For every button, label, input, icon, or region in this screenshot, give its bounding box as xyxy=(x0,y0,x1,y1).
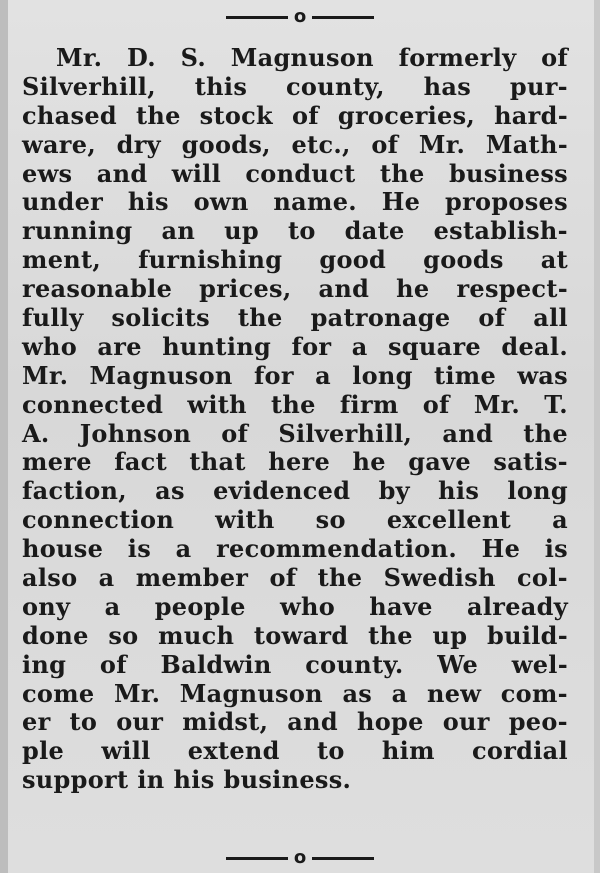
article-line xyxy=(22,622,568,651)
article-word: Magnuson xyxy=(230,43,374,72)
article-word: dry xyxy=(116,129,161,159)
article-word: also xyxy=(22,563,78,593)
article-word: business xyxy=(448,158,568,188)
article-word: wel- xyxy=(511,649,568,679)
article-word: excellent xyxy=(386,505,512,535)
article-word: of xyxy=(541,43,568,72)
article-word: the xyxy=(271,389,316,419)
article-word: He xyxy=(481,534,521,564)
article-line xyxy=(22,420,568,449)
divider-rule-right xyxy=(312,16,374,19)
article-word: A. xyxy=(22,418,50,448)
article-word: a xyxy=(552,505,568,535)
article-word: the xyxy=(237,303,283,333)
article-word: this xyxy=(194,71,248,101)
article-word: county. xyxy=(305,649,404,679)
article-word: was xyxy=(517,360,568,390)
article-word: who xyxy=(280,591,336,621)
article-word: Magnuson xyxy=(89,360,233,390)
article-word: Mr. xyxy=(114,678,161,708)
article-word: with xyxy=(187,389,247,419)
article-line xyxy=(22,362,568,391)
article-word: date xyxy=(344,216,405,246)
article-word: people xyxy=(154,591,246,621)
article-word: for xyxy=(253,360,294,390)
article-word: connected xyxy=(22,389,164,419)
article-word: He xyxy=(381,187,421,217)
article-line xyxy=(22,131,568,160)
article-word: at xyxy=(540,245,568,275)
article-word: solicits xyxy=(111,303,210,333)
article-word: recommendation. xyxy=(216,534,457,564)
article-word: prices, xyxy=(199,274,292,304)
article-word: has xyxy=(423,71,472,101)
article-line xyxy=(22,564,568,593)
article-word: a xyxy=(175,534,192,564)
article-word: of xyxy=(422,389,450,419)
article-word: and xyxy=(318,274,370,304)
article-word: of xyxy=(269,563,297,593)
article-word: new xyxy=(426,678,482,708)
article-word: midst, xyxy=(182,707,269,737)
article-word: etc., xyxy=(291,129,351,159)
article-word: Math- xyxy=(485,129,568,159)
article-word: name. xyxy=(273,187,357,217)
article-word: satis- xyxy=(493,447,568,477)
article-word: cordial xyxy=(472,736,568,766)
divider-rule-right xyxy=(312,857,374,860)
article-word: peo- xyxy=(508,707,568,737)
article-word: so xyxy=(108,620,139,650)
clipping-left-edge xyxy=(0,0,8,873)
divider-ornament: o xyxy=(293,847,307,868)
article-line xyxy=(22,680,568,709)
article-word: our xyxy=(116,707,164,737)
article-line xyxy=(22,44,568,73)
article-word: faction, xyxy=(22,476,127,506)
article-word: of xyxy=(99,649,127,679)
article-word: reasonable xyxy=(22,274,173,304)
article-word: running xyxy=(22,216,133,246)
article-word: for xyxy=(291,331,332,361)
article-line xyxy=(22,535,568,564)
article-line xyxy=(22,73,568,102)
article-word: the xyxy=(135,100,181,130)
article-line xyxy=(22,102,568,131)
article-word: an xyxy=(161,216,196,246)
article-word: his xyxy=(438,476,480,506)
article-word: a xyxy=(315,360,331,390)
article-word: establish- xyxy=(433,216,568,246)
article-line xyxy=(22,160,568,189)
article-word: Silverhill, xyxy=(278,418,413,448)
article-word: Mr. xyxy=(473,389,521,419)
article-word: of xyxy=(371,129,399,159)
article-word: him xyxy=(381,736,435,766)
article-word: with xyxy=(215,505,275,535)
article-line xyxy=(22,333,568,362)
article-line xyxy=(22,217,568,246)
article-word: here xyxy=(268,447,331,477)
article-line xyxy=(22,477,568,506)
article-word: the xyxy=(379,158,425,188)
article-line xyxy=(22,651,568,680)
article-word: much xyxy=(158,620,235,650)
article-word: support xyxy=(22,765,129,795)
article-line xyxy=(22,766,568,795)
article-word: D. xyxy=(126,43,156,72)
article-word: the xyxy=(317,563,363,593)
article-word: come xyxy=(22,678,95,708)
article-word: stock xyxy=(199,100,273,130)
article-word: groceries, xyxy=(337,100,476,130)
article-word: extend xyxy=(187,736,280,766)
article-word: a xyxy=(351,331,368,361)
article-word: hunting xyxy=(162,331,272,361)
article-line xyxy=(22,391,568,420)
divider-ornament: o xyxy=(293,6,307,27)
article-word: in xyxy=(137,765,165,795)
article-word: build- xyxy=(486,620,568,650)
article-word: and xyxy=(442,418,494,448)
article-word: all xyxy=(533,303,568,333)
article-word: furnishing xyxy=(138,245,283,275)
article-word: Mr. xyxy=(56,43,103,72)
article-word: our xyxy=(442,707,490,737)
article-word: his xyxy=(127,187,169,217)
divider-rule-left xyxy=(226,857,288,860)
article-word: Silverhill, xyxy=(22,71,156,101)
article-word: patronage xyxy=(310,303,451,333)
article-word: under xyxy=(22,187,104,217)
article-line xyxy=(22,737,568,766)
article-word: to xyxy=(316,736,345,766)
article-word: a xyxy=(98,563,115,593)
article-word: mere xyxy=(22,447,92,477)
article-word: the xyxy=(368,620,413,650)
article-word: done xyxy=(22,620,89,650)
article-word: col- xyxy=(517,563,568,593)
article-word: by xyxy=(378,476,410,506)
bottom-divider xyxy=(0,843,600,873)
article-word: ware, xyxy=(22,129,96,159)
article-word: formerly xyxy=(398,43,517,72)
article-word: own xyxy=(193,187,249,217)
article-word: is xyxy=(127,534,152,564)
article-word: and xyxy=(96,158,148,188)
article-word: of xyxy=(478,303,506,333)
article-word: a xyxy=(391,678,408,708)
article-line xyxy=(22,246,568,275)
article-word: ment, xyxy=(22,245,102,275)
article-word: gave xyxy=(408,447,471,477)
article-word: Baldwin xyxy=(160,649,272,679)
article-word: are xyxy=(97,331,142,361)
article-line xyxy=(22,275,568,304)
article-word: member xyxy=(135,563,249,593)
article-word: goods xyxy=(423,245,504,275)
article-line xyxy=(22,188,568,217)
article-word: chased xyxy=(22,100,117,130)
article-word: have xyxy=(369,591,433,621)
article-word: good xyxy=(319,245,387,275)
article-word: pur- xyxy=(509,71,568,101)
article-word: long xyxy=(507,476,568,506)
article-word: ing xyxy=(22,649,67,679)
article-word: Swedish xyxy=(383,563,496,593)
article-word: proposes xyxy=(445,187,568,217)
article-word: square xyxy=(388,331,482,361)
article-word: com- xyxy=(500,678,568,708)
article-word: toward xyxy=(253,620,349,650)
article-word: fully xyxy=(22,303,84,333)
article-word: and xyxy=(287,707,338,737)
article-word: fact xyxy=(114,447,167,477)
article-word: the xyxy=(523,418,568,448)
article-word: long xyxy=(352,360,413,390)
article-word: connection xyxy=(22,505,175,535)
clipping-right-edge xyxy=(594,0,600,873)
article-word: firm xyxy=(339,389,399,419)
article-body xyxy=(22,44,568,795)
article-line xyxy=(22,304,568,333)
article-word: time xyxy=(434,360,497,390)
article-word: ple xyxy=(22,736,65,766)
article-word: who xyxy=(22,331,78,361)
article-word: is xyxy=(544,534,568,564)
article-word: We xyxy=(437,649,479,679)
article-word: will xyxy=(101,736,151,766)
article-word: Mr. xyxy=(418,129,466,159)
article-word: conduct xyxy=(245,158,356,188)
divider-rule-left xyxy=(226,16,288,19)
article-word: so xyxy=(315,505,346,535)
article-word: Johnson xyxy=(79,418,192,448)
article-word: of xyxy=(291,100,319,130)
article-line xyxy=(22,506,568,535)
article-word: up xyxy=(224,216,259,246)
article-word: county, xyxy=(286,71,385,101)
article-word: of xyxy=(221,418,249,448)
article-word: he xyxy=(396,274,430,304)
article-word: Mr. xyxy=(22,360,69,390)
article-word: as xyxy=(155,476,185,506)
article-line xyxy=(22,708,568,737)
article-line xyxy=(22,593,568,622)
article-word: hard- xyxy=(494,100,568,130)
article-word: T. xyxy=(544,389,568,419)
article-word: he xyxy=(352,447,386,477)
article-word: will xyxy=(171,158,221,188)
article-word: deal. xyxy=(501,331,568,361)
article-word: that xyxy=(189,447,246,477)
article-line xyxy=(22,448,568,477)
article-word: his xyxy=(173,765,215,795)
article-word: hope xyxy=(356,707,424,737)
article-word: business. xyxy=(223,765,352,795)
article-word: Magnuson xyxy=(179,678,323,708)
article-word: S. xyxy=(180,43,207,72)
article-word: up xyxy=(432,620,468,650)
article-word: ews xyxy=(22,158,73,188)
article-word: already xyxy=(466,591,568,621)
article-word: evidenced xyxy=(213,476,351,506)
article-word: house xyxy=(22,534,104,564)
article-word: goods, xyxy=(181,129,271,159)
article-word: as xyxy=(342,678,373,708)
article-word: respect- xyxy=(456,274,568,304)
top-divider xyxy=(0,2,600,32)
article-word: to xyxy=(69,707,98,737)
article-word: to xyxy=(287,216,316,246)
article-word: ony xyxy=(22,591,71,621)
article-word: er xyxy=(22,707,51,737)
article-word: a xyxy=(104,591,121,621)
